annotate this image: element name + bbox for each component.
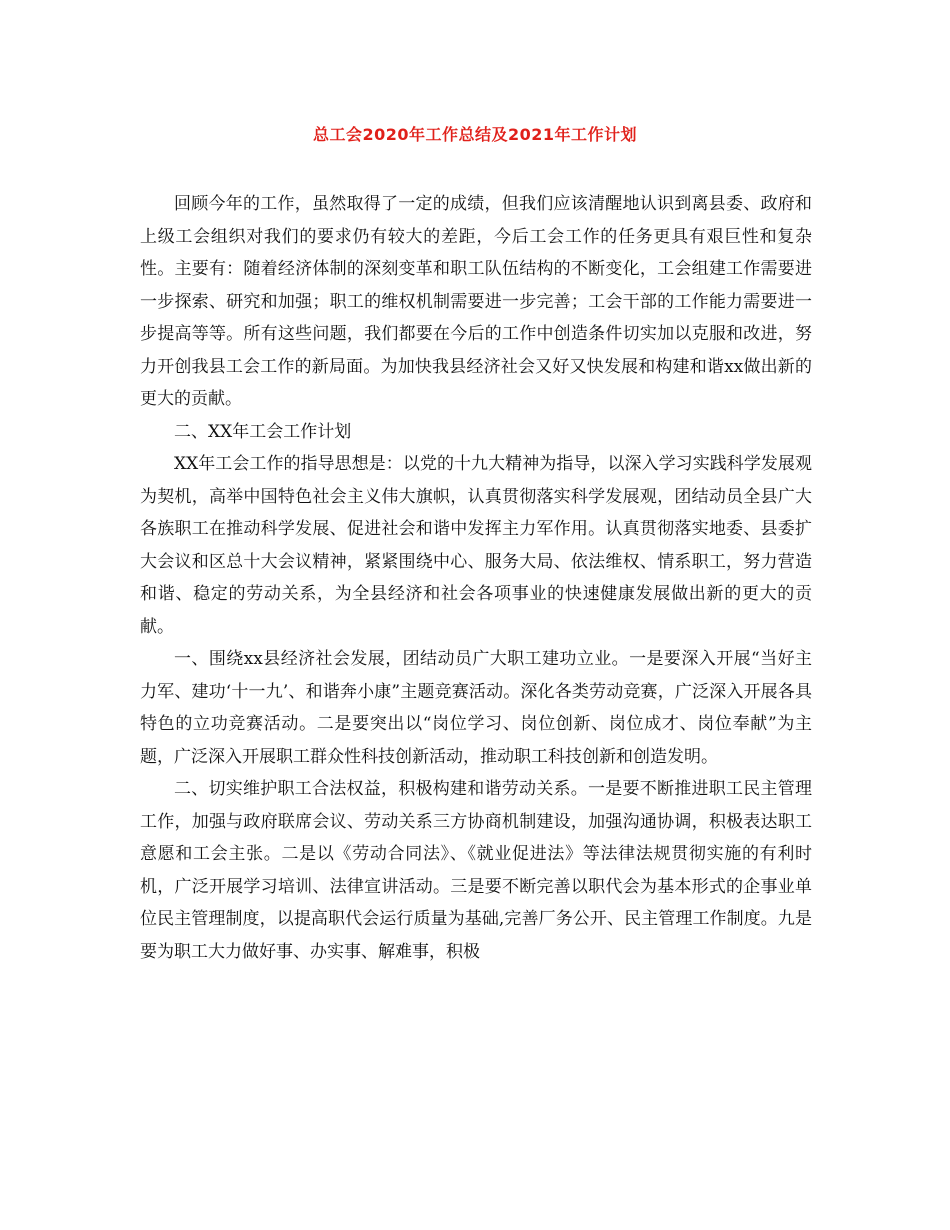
paragraph-guiding-ideology: XX年工会工作的指导思想是：以党的十九大精神为指导，以深入学习实践科学发展观为契机，高举中国特色社会主义伟大旗帜，认真贯彻落实科学发展观，团结动员全县广大各族职工在推动科学发展、促进社会和谐中发挥主力军作用。认真贯彻落实地委、县委扩大会议和区总十大会议精神，紧紧围绕中心、服务大局、依法维权、情系职工，努力营造和谐、稳定的劳动关系，为全县经济和社会各项事业的快速健康发展做出新的更大的贡献。 [140,454,812,637]
paragraph-item-two: 二、切实维护职工合法权益，积极构建和谐劳动关系。一是要不断推进职工民主管理工作，加强与政府联席会议、劳动关系三方协商机制建设，加强沟通协调，积极表达职工意愿和工会主张。二是以《劳动合同法》、《就业促进法》等法律法规贯彻实施的有利时机，广泛开展学习培训、法律宣讲活动。三是要不断完善以职代会为基本形式的企事业单位民主管理制度，以提高职代会运行质量为基础,完善厂务公开、民主管理工作制度。九是要为职工大力做好事、办实事、解难事，积极 [140,779,812,962]
section-heading-plan: 二、XX年工会工作计划 [174,421,352,442]
paragraph-item-one: 一、围绕xx县经济社会发展，团结动员广大职工建功立业。一是要深入开展“当好主力军、建功‘十一九’、和谐奔小康”主题竞赛活动。深化各类劳动竞赛，广泛深入开展各具特色的立功竞赛活动。二是要突出以“岗位学习、岗位创新、岗位成才、岗位奉献”为主题，广泛深入开展职工群众性科技创新活动，推动职工科技创新和创造发明。 [140,649,812,767]
document-title: 总工会2020年工作总结及2021年工作计划 [312,125,638,144]
paragraph-review: 回顾今年的工作，虽然取得了一定的成绩，但我们应该清醒地认识到离县委、政府和上级工会组织对我们的要求仍有较大的差距，今后工会工作的任务更具有艰巨性和复杂性。主要有：随着经济体制的深刻变革和职工队伍结构的不断变化，工会组建工作需要进一步探索、研究和加强；职工的维权机制需要进一步完善；工会干部的工作能力需要进一步提高等等。所有这些问题，我们都要在今后的工作中创造条件切实加以克服和改进，努力开创我县工会工作的新局面。为加快我县经济社会又好又快发展和构建和谐xx做出新的更大的贡献。 [140,194,812,409]
document-body [140,188,812,968]
